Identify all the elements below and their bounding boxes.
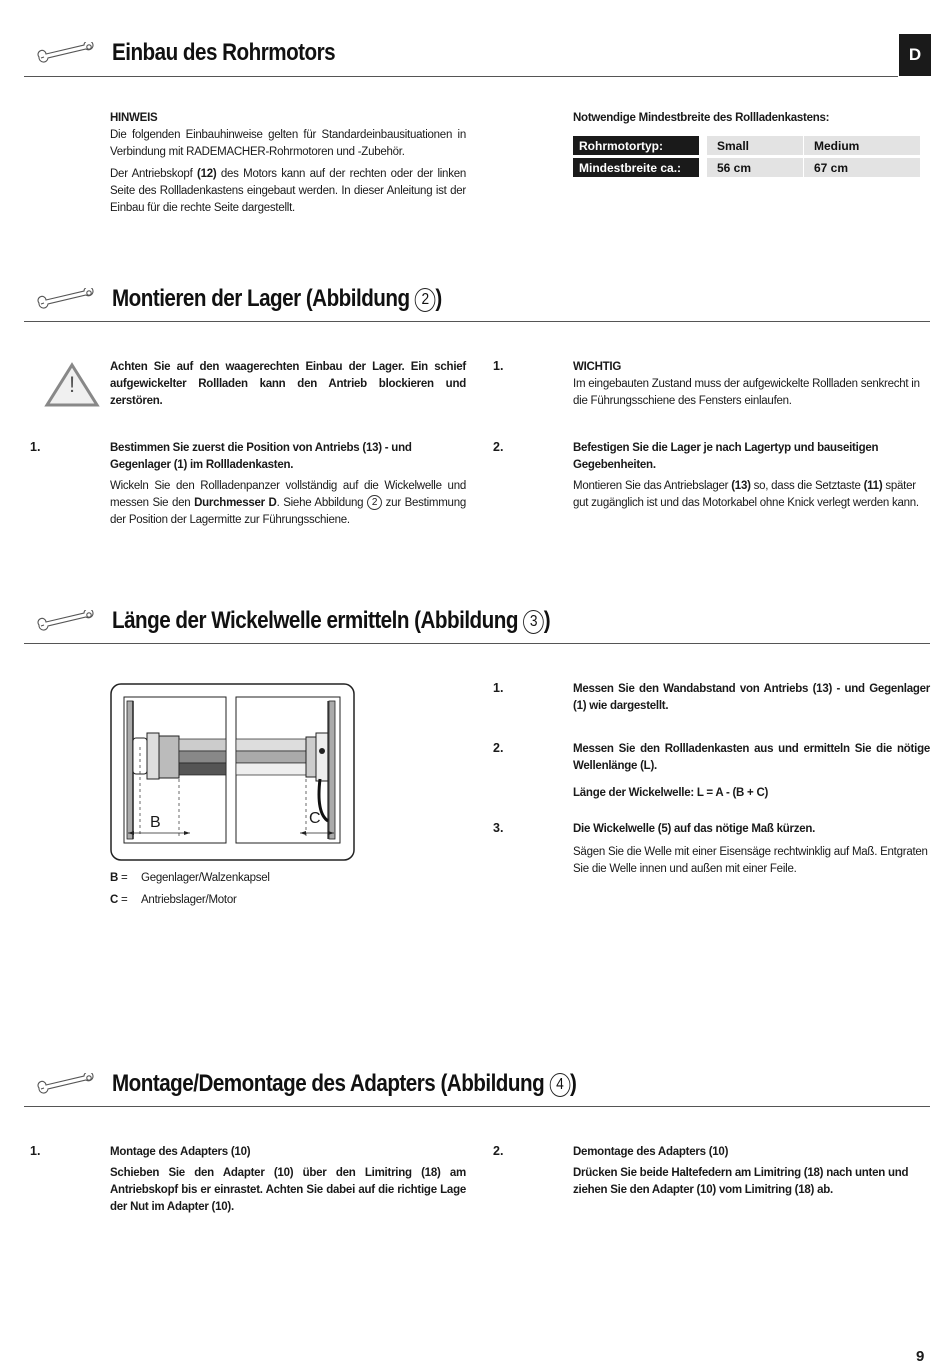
table-row (573, 158, 920, 177)
shaft-measurement-diagram (110, 683, 355, 861)
legend-text: Gegenlager/Walzenkapsel (141, 872, 270, 884)
step-heading: Demontage des Adapters (10) (573, 1146, 729, 1158)
diagram-label-b: B (150, 814, 161, 831)
step-number: 2. (493, 440, 504, 454)
page-title: Einbau des Rohrmotors (112, 39, 336, 66)
wrench-icon (36, 610, 98, 632)
table-cell: Mindestbreite ca.: (573, 158, 699, 177)
hinweis-text-1: Die folgenden Einbauhinweise gelten für Standardeinbausituationen in Verbindung mit RADEMACHER-Rohrmotoren und -Zubehör. (110, 129, 466, 158)
divider (24, 76, 898, 77)
step-number: 1. (30, 1144, 41, 1158)
hinweis-text-2: Der Antriebskopf (12) des Motors kann auf der rechten oder der linken Seite des Rollladenkastens eingebaut werden. In dieser Anleitung ist der Einbau für die rechte Seite dargestellt. (110, 168, 466, 214)
step-number: 1. (493, 359, 504, 373)
step-text: Drücken Sie beide Haltefedern am Limitring (18) nach unten und ziehen Sie den Adapter (10) vom Limitring (18) ab. (573, 1167, 909, 1196)
step-heading: Messen Sie den Rollladenkasten aus und ermitteln Sie die nötige Wellenlänge (L). (573, 743, 930, 772)
wrench-icon (36, 1073, 98, 1095)
table-row (573, 136, 920, 155)
legend-text: Antriebslager/Motor (141, 894, 237, 906)
warning-sign: ! (68, 372, 76, 397)
divider (24, 1106, 930, 1107)
step-heading: Messen Sie den Wandabstand von Antriebs (13) - und Gegenlager (1) wie dargestellt. (573, 683, 930, 712)
step-number: 3. (493, 821, 504, 835)
legend-item: B = (110, 872, 128, 884)
width-table (573, 133, 920, 180)
step-text: Sägen Sie die Welle mit einer Eisensäge rechtwinklig auf Maß. Entgraten Sie die Welle innen und außen mit einer Feile. (573, 846, 928, 875)
formula: Länge der Wickelwelle: L = A - (B + C) (573, 787, 769, 799)
table-cell: 56 cm (707, 158, 803, 177)
wrench-icon (36, 42, 98, 64)
table-cell: Rohrmotortyp: (573, 136, 699, 155)
step-number: 1. (30, 440, 41, 454)
warning-text: Achten Sie auf den waagerechten Einbau der Lager. Ein schief aufgewickelter Rollladen kann den Antrieb blockieren und zerstören. (110, 361, 466, 407)
page-number: 9 (916, 1348, 925, 1365)
step-heading: Bestimmen Sie zuerst die Position von Antriebs (13) - und Gegenlager (1) im Rollladenkasten. (110, 442, 412, 471)
table-cell: 67 cm (804, 158, 920, 177)
step-text: Schieben Sie den Adapter (10) über den Limitring (18) am Antriebskopf bis er einrastet. Achten Sie dabei auf die richtige Lage der Nut im Adapter (10). (110, 1167, 466, 1213)
divider (24, 643, 930, 644)
step-heading: Die Wickelwelle (5) auf das nötige Maß kürzen. (573, 823, 816, 835)
section-title-adapter: Montage/Demontage des Adapters (Abbildung 4 ) (112, 1070, 577, 1097)
wichtig-text: Im eingebauten Zustand muss der aufgewickelte Rollladen senkrecht in die Führungsschiene des Fensters einlaufen. (573, 378, 920, 407)
diagram-label-c: C (309, 810, 321, 827)
section-title-wickelwelle: Länge der Wickelwelle ermitteln (Abbildung 3 ) (112, 607, 551, 634)
table-cell: Small (707, 136, 803, 155)
step-number: 2. (493, 741, 504, 755)
language-tab: D (899, 34, 931, 76)
wichtig-heading: WICHTIG (573, 361, 622, 373)
legend-item: C = (110, 894, 128, 906)
table-cell: Medium (804, 136, 920, 155)
divider (24, 321, 930, 322)
wrench-icon (36, 288, 98, 310)
step-number: 2. (493, 1144, 504, 1158)
step-text: Montieren Sie das Antriebslager (13) so, dass die Setztaste (11) später gut zugänglich ist und das Motorkabel ohne Knick verlegt werden kann. (573, 480, 919, 509)
step-number: 1. (493, 681, 504, 695)
table-heading: Notwendige Mindestbreite des Rollladenkastens: (573, 112, 830, 124)
hinweis-heading: HINWEIS (110, 112, 158, 124)
section-title-lager: Montieren der Lager (Abbildung 2 ) (112, 285, 442, 312)
step-text: Wickeln Sie den Rollladenpanzer vollständig auf die Wickelwelle und messen Sie den Durchmesser D. Siehe Abbildung 2 zur Bestimmung der Position der Lagermitte zur Führungsschiene. (110, 480, 466, 526)
step-heading: Montage des Adapters (10) (110, 1146, 251, 1158)
step-heading: Befestigen Sie die Lager je nach Lagertyp und bauseitigen Gegebenheiten. (573, 442, 879, 471)
